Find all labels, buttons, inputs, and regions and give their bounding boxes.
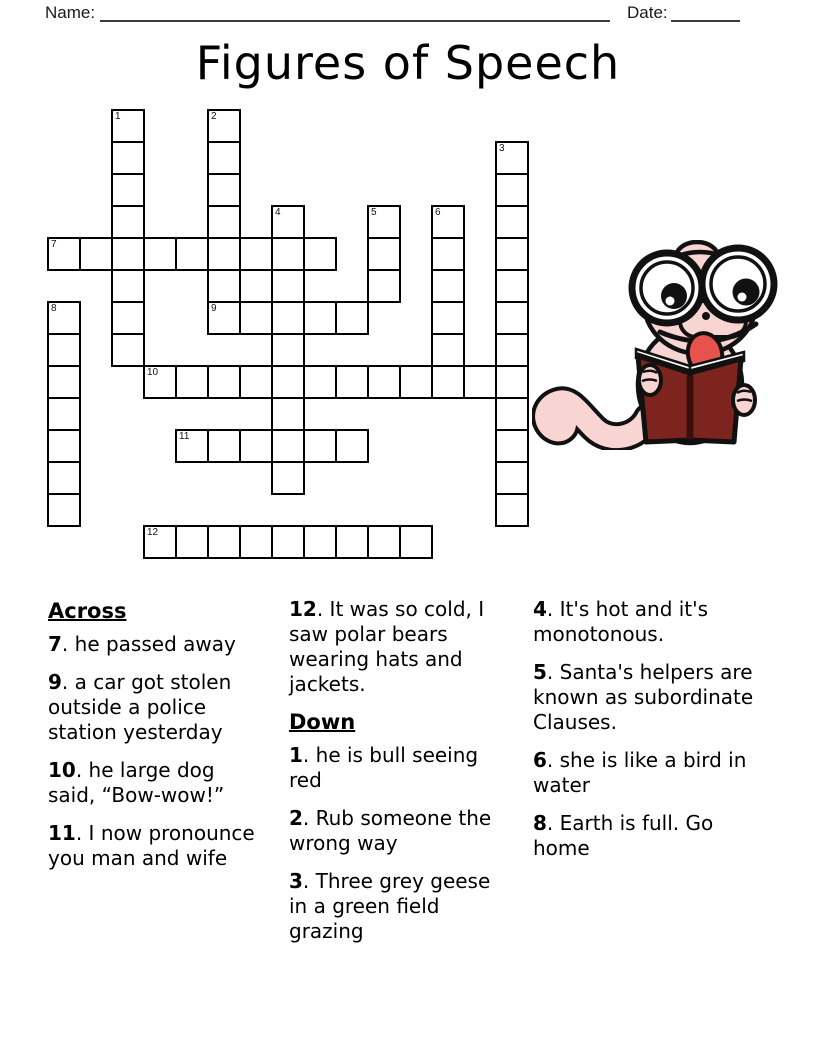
grid-cell[interactable]	[303, 429, 337, 463]
cell-number-10: 10	[147, 367, 159, 378]
across-heading: Across	[48, 599, 127, 623]
clue-5-text: . Santa's helpers are known as subordinate Clauses.	[533, 660, 754, 734]
grid-cell[interactable]	[271, 269, 305, 303]
grid-cell[interactable]	[79, 237, 113, 271]
cell-number-9: 9	[211, 303, 217, 314]
grid-cell[interactable]	[495, 173, 529, 207]
grid-cell[interactable]	[303, 365, 337, 399]
clue-3-number: 3	[289, 869, 303, 893]
clue-3	[289, 869, 511, 944]
grid-cell[interactable]	[47, 333, 81, 367]
clue-6-text: . she is like a bird in water	[533, 748, 747, 797]
grid-cell[interactable]	[47, 301, 81, 335]
grid-cell[interactable]	[207, 429, 241, 463]
grid-cell[interactable]	[495, 301, 529, 335]
grid-cell[interactable]	[207, 237, 241, 271]
page-title: Figures of Speech	[195, 36, 621, 90]
grid-cell[interactable]	[239, 237, 273, 271]
clue-10-number: 10	[48, 758, 76, 782]
clue-7	[48, 632, 260, 657]
clue-8	[533, 811, 758, 861]
clue-8-text: . Earth is full. Go home	[533, 811, 714, 860]
clue-7-text: . he passed away	[61, 632, 236, 656]
clue-5	[533, 660, 758, 735]
clue-4-text: . It's hot and it's monotonous.	[533, 597, 709, 646]
grid-cell[interactable]	[111, 237, 145, 271]
clue-10-text: . he large dog said, “Bow-wow!”	[48, 758, 225, 807]
grid-cell[interactable]	[495, 237, 529, 271]
grid-cell[interactable]	[431, 269, 465, 303]
grid-cell[interactable]	[47, 237, 81, 271]
grid-cell[interactable]	[175, 525, 209, 559]
clue-8-number: 8	[533, 811, 547, 835]
date-label: Date:	[627, 3, 668, 22]
grid-cell[interactable]	[239, 429, 273, 463]
grid-cell[interactable]	[207, 205, 241, 239]
grid-cell[interactable]	[303, 525, 337, 559]
cell-number-3: 3	[499, 143, 505, 154]
grid-cell[interactable]	[111, 109, 145, 143]
grid-cell[interactable]	[175, 365, 209, 399]
grid-cell[interactable]	[271, 525, 305, 559]
cell-number-8: 8	[51, 303, 57, 314]
grid-cell[interactable]	[399, 525, 433, 559]
cell-number-6: 6	[435, 207, 441, 218]
clue-4-number: 4	[533, 597, 547, 621]
grid-cell[interactable]	[495, 141, 529, 175]
clue-12-text: . It was so cold, I saw polar bears wearing hats and jackets.	[289, 597, 485, 696]
clue-11-text: . I now pronounce you man and wife	[48, 821, 255, 870]
grid-cell[interactable]	[143, 365, 177, 399]
grid-cell[interactable]	[47, 397, 81, 431]
clue-12-number: 12	[289, 597, 317, 621]
grid-cell[interactable]	[303, 301, 337, 335]
bookworm-illustration	[532, 240, 782, 450]
grid-cell[interactable]	[239, 365, 273, 399]
grid-cell[interactable]	[47, 365, 81, 399]
grid-cell[interactable]	[431, 365, 465, 399]
grid-cell[interactable]	[207, 269, 241, 303]
eye-right	[733, 279, 760, 306]
clue-2-text: . Rub someone the wrong way	[289, 806, 492, 855]
eye-left	[661, 283, 687, 309]
grid-cell[interactable]	[335, 429, 369, 463]
grid-cell[interactable]	[495, 269, 529, 303]
grid-cell[interactable]	[495, 365, 529, 399]
grid-cell[interactable]	[271, 397, 305, 431]
clue-5-number: 5	[533, 660, 547, 684]
grid-cell[interactable]	[399, 365, 433, 399]
grid-cell[interactable]	[175, 429, 209, 463]
clue-1	[289, 743, 511, 793]
grid-cell[interactable]	[495, 429, 529, 463]
clue-7-number: 7	[48, 632, 62, 656]
grid-cell[interactable]	[303, 237, 337, 271]
grid-cell[interactable]	[239, 525, 273, 559]
grid-cell[interactable]	[143, 525, 177, 559]
grid-cell[interactable]	[335, 525, 369, 559]
worm-tail	[546, 401, 648, 437]
grid-cell[interactable]	[111, 301, 145, 335]
grid-cell[interactable]	[367, 237, 401, 271]
grid-cell[interactable]	[111, 173, 145, 207]
grid-cell[interactable]	[431, 301, 465, 335]
clue-11	[48, 821, 260, 871]
grid-cell[interactable]	[207, 365, 241, 399]
down-heading: Down	[289, 710, 356, 734]
clue-1-number: 1	[289, 743, 303, 767]
grid-cell[interactable]	[495, 205, 529, 239]
grid-cell[interactable]	[47, 461, 81, 495]
grid-cell[interactable]	[143, 237, 177, 271]
grid-cell[interactable]	[463, 365, 497, 399]
cell-number-5: 5	[371, 207, 377, 218]
grid-cell[interactable]	[271, 237, 305, 271]
grid-cell[interactable]	[207, 301, 241, 335]
clue-column-1	[48, 597, 260, 884]
grid-cell[interactable]	[47, 429, 81, 463]
clue-4	[533, 597, 758, 647]
grid-cell[interactable]	[271, 461, 305, 495]
clue-column-2	[289, 597, 511, 957]
grid-cell[interactable]	[495, 397, 529, 431]
clue-column-3	[533, 597, 758, 874]
grid-cell[interactable]	[175, 237, 209, 271]
grid-cell[interactable]	[271, 333, 305, 367]
clue-3-text: . Three grey geese in a green field grazing	[289, 869, 491, 943]
clue-6-number: 6	[533, 748, 547, 772]
grid-cell[interactable]	[431, 205, 465, 239]
grid-cell[interactable]	[207, 173, 241, 207]
grid-cell[interactable]	[207, 525, 241, 559]
grid-cell[interactable]	[335, 365, 369, 399]
grid-cell[interactable]	[271, 205, 305, 239]
grid-cell[interactable]	[111, 269, 145, 303]
clue-2-number: 2	[289, 806, 303, 830]
clue-1-text: . he is bull seeing red	[289, 743, 479, 792]
cell-number-1: 1	[115, 111, 121, 122]
cell-number-12: 12	[147, 527, 159, 538]
clue-12	[289, 597, 511, 697]
grid-cell[interactable]	[111, 333, 145, 367]
grid-cell[interactable]	[47, 493, 81, 527]
grid-cell[interactable]	[111, 205, 145, 239]
cell-number-4: 4	[275, 207, 281, 218]
grid-cell[interactable]	[367, 269, 401, 303]
name-label: Name:	[45, 3, 96, 22]
cell-number-11: 11	[179, 431, 190, 442]
clue-6	[533, 748, 758, 798]
grid-cell[interactable]	[111, 141, 145, 175]
grid-cell[interactable]	[271, 365, 305, 399]
grid-cell[interactable]	[495, 461, 529, 495]
grid-cell[interactable]	[367, 365, 401, 399]
grid-cell[interactable]	[239, 301, 273, 335]
grid-cell[interactable]	[495, 333, 529, 367]
grid-cell[interactable]	[431, 333, 465, 367]
grid-cell[interactable]	[207, 141, 241, 175]
cell-number-7: 7	[51, 239, 57, 250]
clue-9-number: 9	[48, 670, 62, 694]
grid-cell[interactable]	[367, 205, 401, 239]
clue-9	[48, 670, 260, 745]
clue-2	[289, 806, 511, 856]
grid-cell[interactable]	[207, 109, 241, 143]
grid-cell[interactable]	[495, 493, 529, 527]
grid-cell[interactable]	[431, 237, 465, 271]
nostril-left	[702, 312, 710, 320]
cell-number-2: 2	[211, 111, 217, 122]
grid-cell[interactable]	[367, 525, 401, 559]
grid-cell[interactable]	[335, 301, 369, 335]
clue-11-number: 11	[48, 821, 76, 845]
grid-cell[interactable]	[271, 301, 305, 335]
clue-10	[48, 758, 260, 808]
clue-9-text: . a car got stolen outside a police station yesterday	[48, 670, 232, 744]
grid-cell[interactable]	[271, 429, 305, 463]
